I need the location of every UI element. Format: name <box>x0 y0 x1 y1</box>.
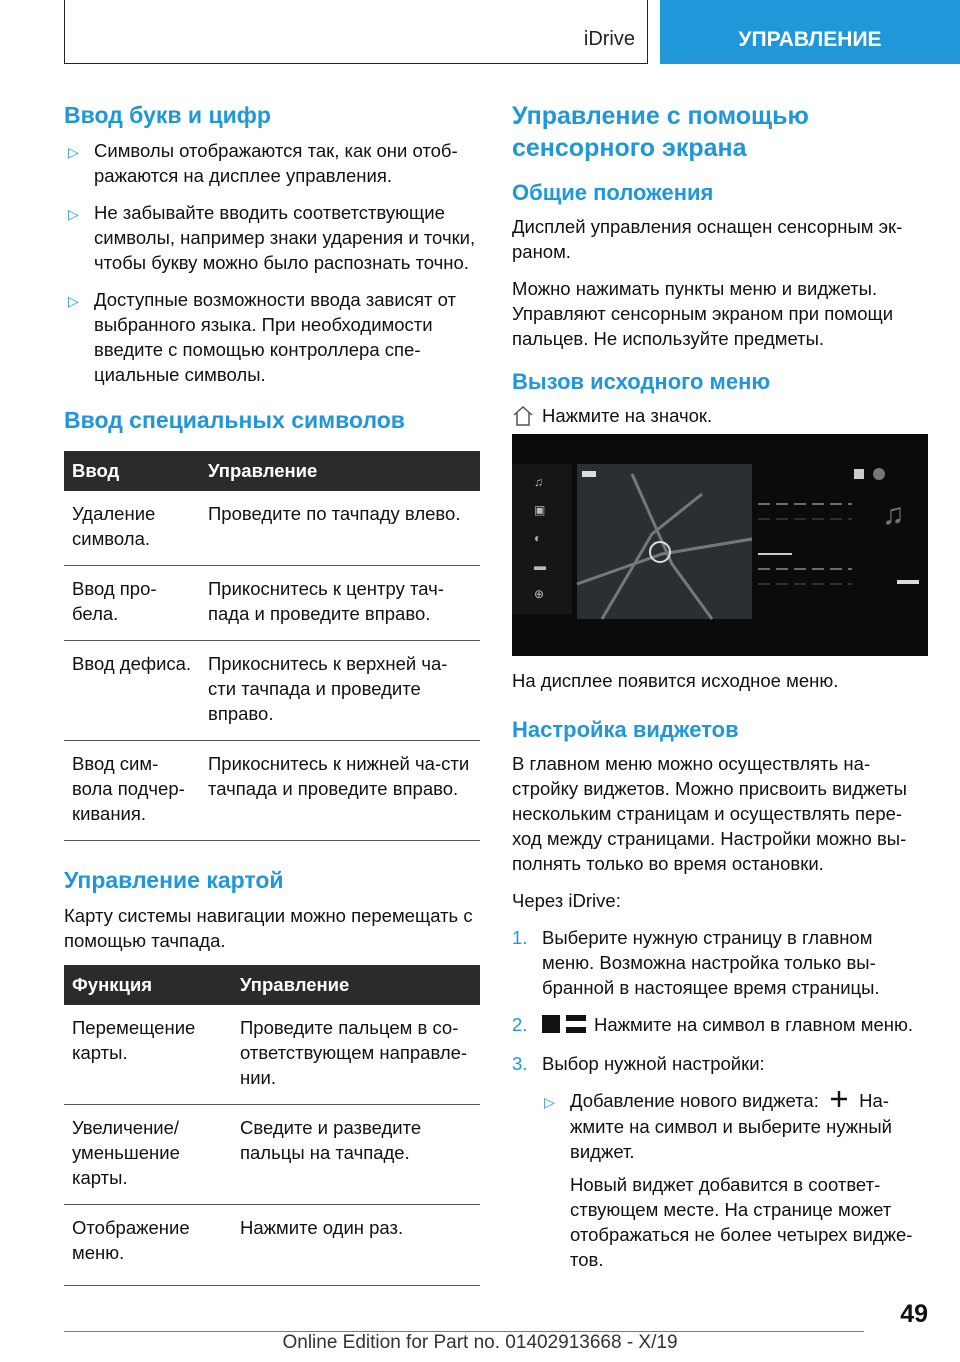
footer-text: Online Edition for Part no. 01402913668 - X/19 <box>282 1332 678 1353</box>
step-3: 3. Выбор нужной настройки: <box>512 1052 765 1074</box>
table-row: Ввод сим‐вола подчер‐кивания. Прикоснитесь к нижней ча‐сти тачпада и проведите вправо. <box>64 741 480 841</box>
table-header: Управление <box>200 451 480 491</box>
triangle-bullet-icon: ▷ <box>68 293 79 309</box>
svg-text:⊕: ⊕ <box>534 587 545 601</box>
triangle-bullet-icon: ▷ <box>68 206 79 222</box>
table-row: Увеличение/ уменьшение карты. Сведите и разведите пальцы на тачпаде. <box>64 1105 480 1205</box>
home-instruction: Нажмите на значок. <box>512 403 928 428</box>
bullet: ▷ Не забывайте вводить соответствующие символы, например знаки ударения и точки, чтобы букву можно было распознать точно. <box>68 202 476 273</box>
paragraph: Через iDrive: <box>512 890 621 911</box>
triangle-bullet-icon: ▷ <box>68 144 79 160</box>
paragraph: Новый виджет добавится в соответ‐ствующем месте. На странице может отображаться не более четырех видже‐тов. <box>570 1174 913 1271</box>
section-title-letters: Ввод букв и цифр <box>64 102 271 128</box>
triangle-bullet-icon: ▷ <box>544 1093 555 1110</box>
table-row: Ввод дефиса. Прикоснитесь к верхней ча‐сти тачпада и проведите вправо. <box>64 641 480 741</box>
section-title-map: Управление картой <box>64 867 284 893</box>
section-title-special: Ввод специальных символов <box>64 407 405 433</box>
svg-text:▣: ▣ <box>534 503 546 517</box>
right-column <box>512 100 928 1284</box>
svg-text:♫: ♫ <box>534 475 543 489</box>
table-header: Ввод <box>64 451 200 491</box>
subsection-title-general: Общие положения <box>512 180 714 205</box>
left-column <box>64 100 480 1310</box>
table-header: Управление <box>232 965 480 1005</box>
special-chars-table <box>64 451 480 841</box>
step-2: 2. Нажмите на символ в главном меню. <box>512 1012 928 1039</box>
header-title: iDrive <box>583 28 635 50</box>
home-icon <box>512 405 534 427</box>
bullet: ▷ Доступные возможности ввода зависят от выбранного языка. При необходимости введите с помощью контроллера спе‐циальные символы. <box>68 289 456 385</box>
home-menu-screenshot <box>512 434 928 656</box>
header-section-tab: УПРАВЛЕНИЕ <box>660 0 960 64</box>
table-row: Отображение меню. Нажмите один раз. <box>64 1205 480 1286</box>
paragraph: Дисплей управления оснащен сенсорным эк‐раном. <box>512 216 903 262</box>
map-control-table <box>64 965 480 1286</box>
svg-text:♫: ♫ <box>882 498 905 531</box>
header-left-box <box>64 0 648 64</box>
paragraph: В главном меню можно осуществлять на‐стройку виджетов. Можно присвоить виджеты нескольким страницам и осуществлять пере‐ход между страницами. Настройки можно вы‐полнять только во время остановки. <box>512 753 907 874</box>
subsection-title-home: Вызов исходного меню <box>512 369 771 394</box>
page-number: 49 <box>900 1300 928 1328</box>
svg-text:◐: ◐ <box>534 531 542 545</box>
widget-menu-icon <box>542 1014 586 1039</box>
table-header: Функция <box>64 965 232 1005</box>
step-1: 1. Выберите нужную страницу в главном меню. Возможна настройка только вы‐бранной в настоящее время страницы. <box>512 927 880 998</box>
sub-bullet: ▷ Добавление нового виджета: На‐жмите на символ и выберите нужный виджет. <box>544 1089 892 1163</box>
paragraph: На дисплее появится исходное меню. <box>512 670 839 691</box>
display-illustration <box>512 434 928 656</box>
section-title-touchscreen: Управление с помощью сенсорного экрана <box>512 102 809 162</box>
table-row: Перемещение карты. Проведите пальцем в со‐ответствующем направле‐нии. <box>64 1005 480 1105</box>
bullet: ▷ Символы отображаются так, как они отоб‐ражаются на дисплее управления. <box>68 140 458 186</box>
table-row: Ввод про‐бела. Прикоснитесь к центру тач‐пада и проведите вправо. <box>64 566 480 641</box>
svg-text:▬: ▬ <box>534 559 546 573</box>
paragraph: Можно нажимать пункты меню и виджеты. Управляют сенсорным экраном при помощи пальцев. Не используйте предметы. <box>512 278 894 349</box>
table-row: Удаление символа. Проведите по тачпаду влево. <box>64 491 480 566</box>
paragraph: Карту системы навигации можно перемещать с помощью тачпада. <box>64 905 473 951</box>
plus-icon <box>830 1089 848 1114</box>
subsection-title-widgets: Настройка виджетов <box>512 717 739 742</box>
